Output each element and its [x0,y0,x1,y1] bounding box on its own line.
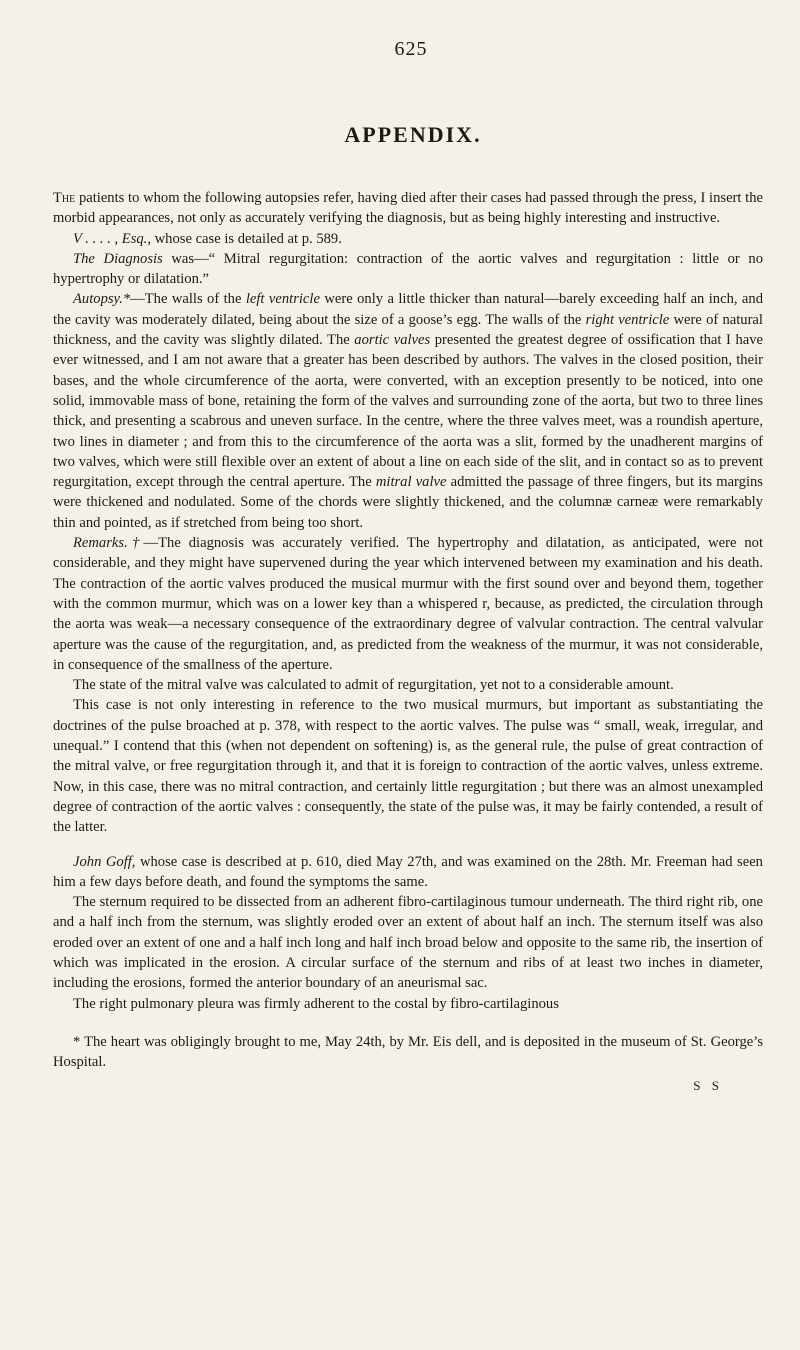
aortic-valves-term: aortic valves [354,332,431,349]
autopsy-text-5: admitted the passage of three fingers, but its margins were thickened and nodulated. Some of the chords were slightly thickened, and the columnæ carneæ were remarkably thin and pointed, as if stretched from being too short. [53,474,763,531]
right-ventricle-term: right ventricle [585,311,670,328]
pleura-paragraph: The right pulmonary pleura was firmly adherent to the costal by fibro-cartilaginous [73,995,559,1012]
page-number: 625 [394,38,428,60]
page-title: APPENDIX. [344,122,482,147]
autopsy-text-1: —The walls of the [130,291,246,308]
autopsy-paragraph [53,289,763,533]
autopsy-text-4: presented the greatest degree of ossification that I have ever witnessed, and I am not aware that a greater has been described by authors. The valves in the closed position, their bases, and the whole circumference of the aorta, were converted, with an exception presently to be noticed, into one solid, immovable mass of bone, retaining the form of the valves and surrounding zone of the aorta, but two to three lines thick, and presenting a scabrous and uneven surface. In the centre, where the three valves meet, was a roundish aperture, two lines in diameter ; and from this to the circumference of the aorta was a slit, formed by the unadherent margins of two valves, which were still flexible over an extent of about a line on each side of the slit, and in contact so as to prevent regurgitation, except through the central aperture. The [53,332,763,491]
diagnosis-text: was—“ Mitral regurgitation: contraction of the aortic valves and regurgitation : little or no hypertrophy or dilatation.” [53,250,763,288]
footnote-text: * The heart was obligingly brought to me, May 24th, by Mr. Eis dell, and is deposited in the museum of St. George’s Hospital. [53,1033,763,1070]
sternum-paragraph: The sternum required to be dissected from an adherent fibro-cartilaginous tumour underneath. The third right rib, one and a half inch from the sternum, was slightly eroded over an extent of about half an inch. The sternum itself was also eroded over an extent of one and a half inch long and half inch broad below and opposite to the same rib, the insertion of which was implicated in the erosion. A circular surface of the sternum and ribs of at least two inches in diameter, including the erosions, formed the anterior boundary of an aneurismal sac. [53,894,763,992]
footnote [53,1032,763,1072]
intro-text: patients to whom the following autopsies refer, having died after their cases had passed through the press, I insert the morbid appearances, not only as accurately verifying the diagnosis, but as being highly interesting and instructive. [53,190,763,227]
left-ventricle-term: left ventricle [245,291,320,308]
autopsy-text-3: were of natural thickness, and the cavity was slightly dilated. The [53,311,763,349]
diagnosis-paragraph [53,249,763,290]
state-paragraph: The state of the mitral valve was calculated to admit of regurgitation, yet not to a considerable amount. [73,677,674,694]
case1-name: V . . . . , Esq., [73,230,151,247]
autopsy-label: Autopsy.* [73,291,131,308]
diagnosis-label: The Diagnosis [73,250,163,267]
page [53,38,763,1094]
remarks-label: Remarks.† [73,535,144,552]
case2-intro-paragraph [53,852,763,893]
remarks-paragraph [53,533,763,675]
case2-intro: whose case is described at p. 610, died May 27th, and was examined on the 28th. Mr. Freeman had seen him a few days before death, and found the symptoms the same. [53,853,763,890]
autopsy-text-2: were only a little thicker than natural—barely exceeding half an inch, and the cavity was moderately dilated, being about the size of a goose’s egg. The walls of the [53,291,763,328]
interest-paragraph: This case is not only interesting in reference to the two musical murmurs, but important as substantiating the doctrines of the pulse broached at p. 378, with respect to the aortic valves. The pulse was “ small, weak, irregular, and unequal.” I contend that this (when not dependent on softening) is, as the general rule, the pulse of great contraction of the mitral valve, or free regurgitation through it, and that it is foreign to contraction of the aortic valves, unless extreme. Now, in this case, there was no mitral contraction, and certainly little regurgitation ; but there was an almost unexampled degree of contraction of the aortic valves : consequently, the state of the pulse was, it may be fairly contended, a result of the latter. [53,697,763,836]
body-text [53,188,763,1014]
intro-lead: The [53,190,76,206]
remarks-text: —The diagnosis was accurately verified. The hypertrophy and dilatation, as anticipated, were not considerable, and they might have supervened during the year which intervened between my examination and his death. The contraction of the aortic valves produced the musical murmur with the first sound over and beyond them, together with the common murmur, which was on a lower key than a whispered r, because, as predicted, the circulation through the aorta was weak—a necessary consequence of the extraordinary degree of valvular contraction. The central valvular aperture was the cause of the regurgitation, and, as predicted from the weakness of the murmur, it was not considerable, in consequence of the smallness of the aperture. [53,535,763,673]
case2-name: John Goff, [73,853,136,870]
case1-intro: whose case is detailed at p. 589. [150,230,342,247]
case1-intro-paragraph [53,229,763,249]
intro-paragraph [53,188,763,229]
mitral-valve-term: mitral valve [375,474,447,491]
signature-mark: S S [693,1077,723,1093]
section-gap [53,838,763,852]
